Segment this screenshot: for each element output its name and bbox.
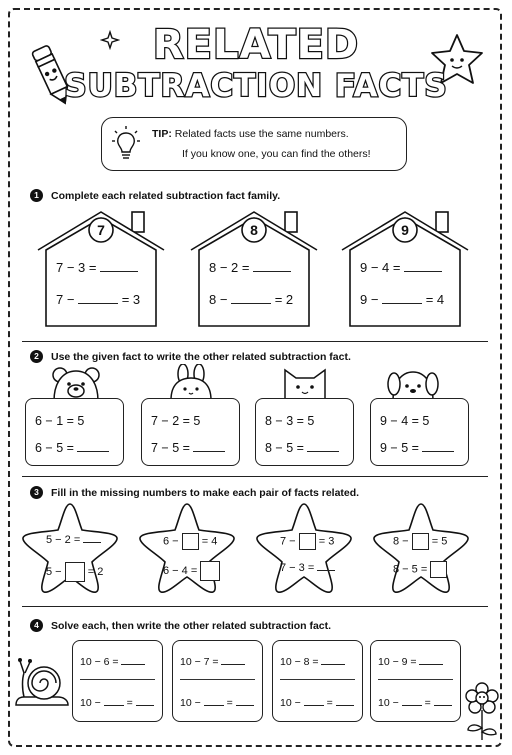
write-line[interactable] — [280, 679, 355, 680]
fact-bottom-left: 5 − — [46, 565, 62, 578]
cat-icon — [280, 366, 330, 400]
solve-box — [370, 640, 461, 722]
write-line[interactable] — [80, 679, 155, 680]
answer-blank[interactable] — [236, 705, 254, 706]
answer-box[interactable] — [299, 533, 316, 550]
solve-right: = — [226, 697, 233, 709]
section-divider — [22, 606, 488, 607]
solve-left: 10 − — [80, 697, 101, 709]
given-fact: 9 − 4 = 5 — [380, 414, 430, 428]
star-fact-pair — [137, 500, 237, 595]
roof-number: 7 — [97, 222, 105, 238]
answer-blank[interactable] — [193, 451, 225, 452]
section-instruction: Solve each, then write the other related subtraction fact. — [51, 619, 332, 632]
tip-line-1: Related facts use the same numbers. — [174, 128, 349, 140]
answer-box[interactable] — [182, 533, 199, 550]
fact-1: 7 − 3 = — [56, 260, 97, 275]
solve-box — [172, 640, 263, 722]
answer-blank[interactable] — [77, 451, 109, 452]
fact-2-left: 8 − — [209, 292, 228, 307]
answer-blank[interactable] — [404, 271, 442, 272]
tip-line-2: If you know one, you can find the others! — [182, 148, 371, 160]
write-line[interactable] — [378, 679, 453, 680]
fact-2-right: = 3 — [121, 292, 141, 307]
answer-blank[interactable] — [422, 451, 454, 452]
answer-blank[interactable] — [100, 271, 138, 272]
solve-fact: 10 − 9 = — [378, 656, 417, 668]
solve-fact: 10 − 7 = — [180, 656, 219, 668]
other-fact: 9 − 5 = — [380, 441, 419, 455]
fact-bottom: 8 − 5 = — [393, 563, 428, 576]
answer-blank[interactable] — [136, 705, 154, 706]
answer-blank[interactable] — [304, 705, 324, 706]
fact-bottom: 6 − 4 = — [163, 564, 198, 577]
star-fact-pair — [254, 500, 354, 595]
fact-top-left: 7 − — [280, 535, 296, 548]
other-fact: 8 − 5 = — [265, 441, 304, 455]
fact-card — [25, 398, 124, 466]
section-number: 4 — [30, 619, 43, 632]
given-fact: 6 − 1 = 5 — [35, 414, 85, 428]
answer-blank[interactable] — [317, 570, 335, 571]
answer-blank[interactable] — [104, 705, 124, 706]
title-line-2: SUBTRACTION FACTS — [64, 68, 448, 104]
tip-label: TIP: — [152, 128, 172, 140]
fact-top: 5 − 2 = — [46, 534, 81, 546]
fact-1: 9 − 4 = — [360, 260, 401, 275]
given-fact: 8 − 3 = 5 — [265, 414, 315, 428]
solve-right: = — [326, 697, 333, 709]
fact-top-right: = 3 — [318, 535, 335, 548]
answer-blank[interactable] — [307, 451, 339, 452]
solve-box — [72, 640, 163, 722]
answer-blank[interactable] — [321, 664, 345, 665]
solve-fact: 10 − 8 = — [280, 656, 319, 668]
answer-blank[interactable] — [336, 705, 354, 706]
fact-2-left: 9 − — [360, 292, 379, 307]
answer-box[interactable] — [65, 562, 85, 582]
answer-blank[interactable] — [121, 664, 145, 665]
answer-blank[interactable] — [382, 303, 422, 304]
fact-top-left: 6 − — [163, 535, 179, 548]
answer-blank[interactable] — [83, 542, 101, 543]
fact-2-right: = 4 — [425, 292, 445, 307]
fact-bottom: 7 − 3 = — [280, 562, 315, 574]
section-3-heading — [30, 486, 359, 499]
snail-icon — [12, 655, 72, 710]
solve-fact: 10 − 6 = — [80, 656, 119, 668]
puppy-icon — [385, 366, 441, 400]
solve-box — [272, 640, 363, 722]
section-divider — [22, 341, 488, 342]
fact-top-right: = 4 — [201, 535, 218, 548]
fact-2-right: = 2 — [274, 292, 294, 307]
solve-left: 10 − — [180, 697, 201, 709]
other-fact: 6 − 5 = — [35, 441, 74, 455]
title-line-1: RELATED — [152, 22, 360, 68]
fact-family-house — [340, 210, 470, 318]
answer-blank[interactable] — [402, 705, 422, 706]
solve-left: 10 − — [378, 697, 399, 709]
fact-2-left: 7 − — [56, 292, 75, 307]
fact-family-house — [189, 210, 319, 318]
solve-right: = — [424, 697, 431, 709]
section-number: 3 — [30, 486, 43, 499]
section-instruction: Use the given fact to write the other related subtraction fact. — [51, 350, 351, 363]
section-2-heading — [30, 350, 351, 363]
answer-blank[interactable] — [78, 303, 118, 304]
answer-blank[interactable] — [419, 664, 443, 665]
fact-card — [255, 398, 354, 466]
answer-box[interactable] — [430, 561, 447, 578]
other-fact: 7 − 5 = — [151, 441, 190, 455]
fact-card — [141, 398, 240, 466]
answer-blank[interactable] — [434, 705, 452, 706]
answer-blank[interactable] — [204, 705, 224, 706]
section-divider — [22, 476, 488, 477]
write-line[interactable] — [180, 679, 255, 680]
flower-icon — [462, 680, 502, 742]
tip-box — [101, 117, 407, 171]
section-1-heading — [30, 189, 280, 202]
lightbulb-icon — [112, 125, 140, 163]
roof-number: 8 — [250, 222, 258, 238]
answer-blank[interactable] — [253, 271, 291, 272]
bunny-icon — [166, 364, 216, 400]
solve-left: 10 − — [280, 697, 301, 709]
bear-icon — [50, 365, 102, 401]
section-number: 1 — [30, 189, 43, 202]
section-instruction: Complete each related subtraction fact family. — [51, 189, 281, 202]
given-fact: 7 − 2 = 5 — [151, 414, 201, 428]
fact-card — [370, 398, 469, 466]
fact-bottom-right: = 2 — [87, 565, 104, 578]
fact-1: 8 − 2 = — [209, 260, 250, 275]
section-number: 2 — [30, 350, 43, 363]
fact-top-left: 8 − — [393, 535, 409, 548]
section-4-heading — [30, 619, 331, 632]
section-instruction: Fill in the missing numbers to make each pair of facts related. — [51, 486, 360, 499]
answer-box[interactable] — [412, 533, 429, 550]
answer-blank[interactable] — [231, 303, 271, 304]
solve-right: = — [126, 697, 133, 709]
roof-number: 9 — [401, 222, 409, 238]
star-fact-pair — [371, 500, 471, 595]
star-fact-pair — [20, 500, 120, 595]
fact-family-house — [36, 210, 166, 318]
answer-box[interactable] — [200, 561, 220, 581]
fact-top-right: = 5 — [431, 535, 448, 548]
answer-blank[interactable] — [221, 664, 245, 665]
